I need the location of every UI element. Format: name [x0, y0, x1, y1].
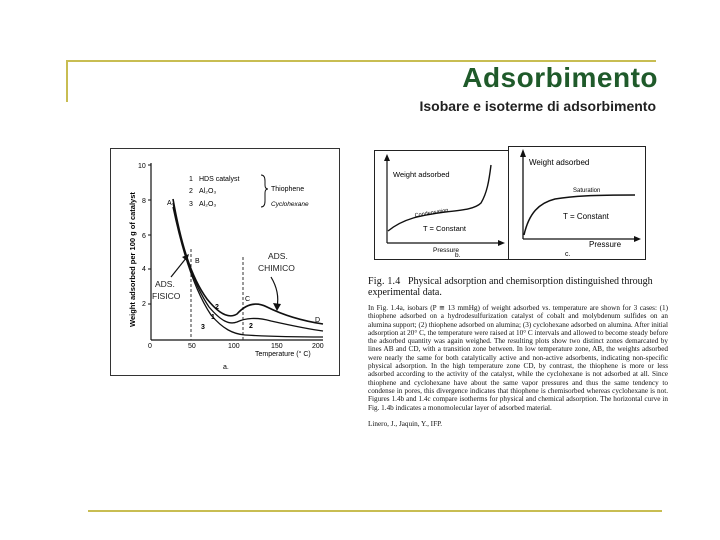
slide-subtitle: Isobare e isoterme di adsorbimento [419, 98, 656, 114]
frame-bottom-line [88, 510, 662, 512]
figure-a-curve-num: 1 [211, 314, 215, 321]
figure-a-legend-num: 3 [189, 201, 193, 208]
figure-c-panel-label: c. [565, 251, 571, 258]
ads-fisico-label: ADS. [155, 279, 175, 289]
figure-b-y-arrow [384, 154, 390, 161]
figure-a-brace-label: Cyclohexane [271, 201, 309, 208]
figure-b-ylabel: Weight adsorbed [393, 170, 450, 179]
figure-c-x-arrow [634, 236, 641, 242]
figure-a-brace-label: Thiophene [271, 186, 305, 193]
caption-heading: Physical adsorption and chemisorption distinguished through experimental data. [368, 276, 653, 298]
figure-a-ytick: 4 [142, 266, 146, 273]
figure-a-point-label: A [167, 200, 172, 207]
slide-title: Adsorbimento [462, 62, 658, 93]
figure-a-ytick: 10 [138, 163, 146, 170]
figure-b-x-arrow [498, 240, 505, 246]
figure-c-constant: T = Constant [563, 212, 609, 221]
figure-a-xtick: 0 [148, 343, 152, 350]
caption-figure-label: Fig. 1.4 [368, 276, 401, 287]
ads-chimico-arrow [271, 277, 278, 307]
figure-c-chemical-isotherm [508, 146, 646, 260]
figure-a-xtick: 200 [312, 343, 324, 350]
figure-c-curve-label: Saturation [573, 188, 601, 194]
figure-b-physical-isotherm [374, 150, 510, 260]
figure-c-svg [509, 147, 645, 259]
figure-b-curve-label: Condensation [414, 207, 449, 219]
figure-a-legend-text: HDS catalyst [199, 176, 240, 183]
figure-a-ytick: 6 [142, 233, 146, 240]
figure-a-isobars [110, 148, 340, 376]
figure-a-curve-num: 3 [201, 324, 205, 331]
figure-a-point-label: B [195, 258, 200, 265]
figure-a-curve-2 [173, 203, 323, 331]
figure-b-svg [375, 151, 509, 259]
figure-c-xlabel: Pressure [589, 240, 622, 249]
ads-chimico-label: CHIMICO [258, 263, 295, 273]
figure-a-xlabel: Temperature (° C) [255, 351, 311, 358]
figure-b-panel-label: b. [455, 252, 461, 259]
figure-a-point-label: D [315, 317, 321, 324]
caption-body: In Fig. 1.4a, isobars (P ≅ 13 mmHg) of weight adsorbed vs. temperature are shown for 3 cases: (1) thiophene adsorbed on a hydrodesulfurization catalyst of cobalt and molybdenum sulfides on an alumina support; (2) thiophene adsorbed on alumina; (3) cyclohexane adsorbed on alumina. After initial adsorption at 20° C, the temperature were raised at 10° C intervals and allowed to become steady before the adsorbed quantity was again weighed. The resulting plots show two distinct zones demarcated by lines AB and CD, with a transition zone between. In low temperature zone, AB, the weights adsorbed were nearly the same for both catalytically active and non-active adsorbents, indicating non-specific physical adsorption. In the high temperature zone CD, by contrast, the thiophene is more or less adsorbed according to the activity of the catalyst, while the cyclohexane is not adsorbed at all. Since thiophene and cyclohexane have about the same vapor pressures and thus the same tendency to condense in pores, this divergence indicates that thiophene is chemisorbed whereas cyclohexane is not. Figures 1.4b and 1.4c compare isotherms for physical and chemical adsorption. The horizontal curve in Fig. 1.4b indicates a monomolecular layer of adsorbed material. [368, 304, 668, 412]
ads-fisico-label: FISICO [152, 291, 181, 301]
figure-c-y-arrow [520, 149, 526, 157]
figure-a-panel-label: a. [223, 364, 229, 371]
ads-chimico-label: ADS. [268, 251, 288, 261]
figure-a-legend-num: 2 [189, 188, 193, 195]
figure-a-ytick: 8 [142, 198, 146, 205]
figure-a-curve-num: 2 [249, 323, 253, 330]
figure-a-svg [111, 149, 339, 375]
figure-a-xtick: 100 [228, 343, 240, 350]
caption-reference: Linero, J., Jaquin, Y., IFP. [368, 419, 443, 428]
figure-a-xtick: 50 [188, 343, 196, 350]
figure-c-ylabel: Weight adsorbed [529, 158, 590, 167]
figure-a-brace [261, 175, 268, 207]
figure-caption [368, 276, 668, 428]
figure-a-legend-num: 1 [189, 176, 193, 183]
figure-a-xtick: 150 [271, 343, 283, 350]
figure-a-curve-num: 2 [215, 304, 219, 311]
figure-a-legend-text: Al₂O₃ [199, 188, 217, 195]
figure-a-curve-3 [173, 207, 323, 337]
figure-a-legend-text: Al₂O₃ [199, 201, 217, 208]
figure-a-point-label: C [245, 296, 251, 303]
figure-b-xlabel: Pressure [433, 247, 460, 254]
figure-b-constant: T = Constant [423, 224, 467, 233]
frame-left-line [66, 60, 68, 102]
figure-a-ylabel: Weight adsorbed per 100 g of catalyst [128, 192, 137, 327]
caption-heading-block [368, 276, 668, 298]
figure-a-ytick: 2 [142, 301, 146, 308]
ads-fisico-arrow [171, 257, 187, 277]
